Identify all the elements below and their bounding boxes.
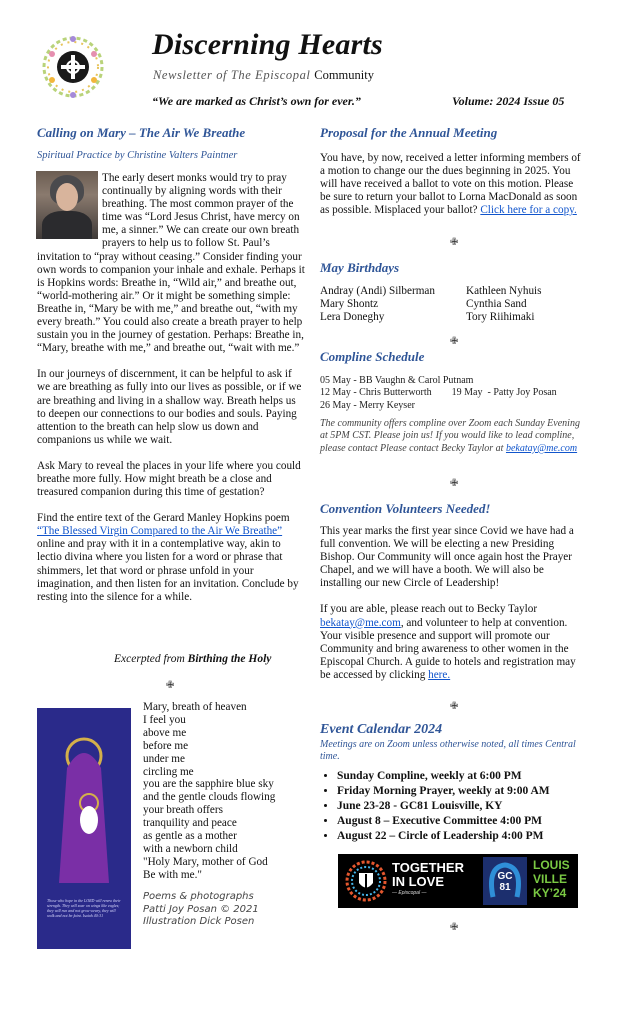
birthdays-heading: May Birthdays: [320, 260, 400, 275]
birthday-name: Lera Doneghy: [320, 311, 385, 324]
volume-issue: Volume: 2024 Issue 05: [452, 94, 565, 108]
ornament-divider: ✙: [450, 336, 459, 347]
paragraph-text: Find the entire text of the Gerard Manley Hopkins poem: [37, 512, 290, 525]
volunteers-body: [320, 525, 582, 695]
banner-episcopal: — Episcopal —: [392, 890, 427, 896]
article-paragraph: Ask Mary to reveal the places in your life where you could breathe more fully. How might breath be a close and treasured companion during this time of gestation?: [37, 459, 301, 499]
compline-email-link[interactable]: bekatay@me.com: [505, 442, 578, 454]
volunteers-paragraph: [320, 603, 582, 682]
volunteers-heading: Convention Volunteers Needed!: [320, 501, 491, 516]
banner-ky24: KY’24: [533, 886, 567, 900]
excerpt-credit: [114, 653, 271, 665]
paragraph-text: If you are able, please reach out to Becky Taylor: [320, 603, 538, 616]
article-byline: Spiritual Practice by Christine Valters Paintner: [37, 150, 238, 161]
event-item: • August 22 – Circle of Leadership 4:00 PM: [337, 829, 617, 844]
birthday-name: Andray (Andi) Silberman: [320, 285, 435, 297]
birthday-name: Cynthia Sand: [466, 298, 527, 311]
newsletter-subtitle: [153, 68, 374, 83]
banner-together: TOGETHER: [392, 860, 464, 875]
ornament-divider: ✙: [450, 478, 459, 489]
birthday-name: Kathleen Nyhuis: [466, 285, 542, 297]
compline-schedule: 05 May - BB Vaughn & Carol Putnam 12 May - Chris Butterworth 19 May - Patty Joy Posan 26 May - Merry Keyser: [320, 375, 557, 411]
paragraph-text: online and pray with it in a contemplative way, akin to lectio divina where you listen for a word or phrase that shimmers, let that word or phrase unfold in your imagination, and then listen for an invitation. Conclude by resting into the silence for a while.: [37, 538, 299, 603]
ballot-copy-link[interactable]: Click here for a copy.: [480, 204, 577, 217]
poem-credit: Poems & photographs Patti Joy Posan © 2021 Illustration Dick Posen: [143, 891, 259, 927]
subtitle-community: Community: [314, 68, 374, 82]
proposal-body: [320, 152, 582, 217]
ornament-divider: ✙: [450, 922, 459, 933]
compline-heading: Compline Schedule: [320, 349, 425, 364]
article-body: [37, 172, 305, 617]
ornament-divider: ✙: [450, 237, 459, 248]
volunteer-email-link[interactable]: bekatay@me.com: [320, 616, 401, 629]
article-heading-mary: Calling on Mary – The Air We Breathe: [37, 125, 246, 140]
paragraph-text: , and volunteer to help at convention. Your visible presence and support will promote our Community and bring awareness to other women in the Episcopal Church. A guide to hotels and registration may be accessed by clicking: [320, 616, 576, 681]
banner-ville: VILLE: [533, 872, 568, 886]
birthdays-table: [320, 285, 542, 324]
gc81-badge: [483, 857, 527, 905]
episcopal-shield-icon: [344, 859, 388, 903]
compline-note: [320, 418, 590, 455]
calendar-heading: Event Calendar 2024: [320, 722, 443, 737]
birthday-name: Mary Shontz: [320, 298, 379, 311]
hopkins-poem-link[interactable]: “The Blessed Virgin Compared to the Air We Breathe”: [37, 525, 283, 538]
compline-note-text: The community offers compline over Zoom each Sunday Evening at 5PM CST. Please join us! If you would like to lead compline, please contact Please contact Becky Taylor at: [320, 418, 580, 454]
gc-number: 81: [499, 882, 511, 893]
birthday-name: Tory Riihimaki: [466, 311, 535, 324]
gc-text: GC: [497, 871, 513, 882]
subtitle-text: Newsletter of The Episcopal: [153, 68, 315, 82]
event-item: • Friday Morning Prayer, weekly at 9:00 AM: [337, 784, 617, 799]
excerpt-book-title: Birthing the Holy: [187, 653, 272, 665]
event-item: • June 23-28 - GC81 Louisville, KY: [337, 799, 617, 814]
gc81-banner: [338, 854, 578, 908]
proposal-heading: Proposal for the Annual Meeting: [320, 125, 498, 140]
poster-verse: Those who hope in the LORD will renew their strength. They will soar on wings like eagles; they will run and not grow weary, they will walk and not be faint. Isaiah 40:31: [47, 898, 121, 918]
banner-in-love: IN LOVE: [392, 874, 445, 889]
event-item: • August 8 – Executive Committee 4:00 PM: [337, 814, 617, 829]
article-paragraph: [37, 512, 305, 604]
event-item: • Sunday Compline, weekly at 6:00 PM: [337, 769, 617, 784]
poem: Mary, breath of heaven I feel you above me before me under me circling me you are the sapphire blue sky and the gentle clouds flowing your breath offers tranquility and peace as gentle as a mother with a newborn child "Holy Mary, mother of God Be with me.": [143, 701, 276, 881]
registration-link[interactable]: here.: [428, 668, 451, 681]
newsletter-title: Discerning Hearts: [152, 28, 383, 61]
mary-illustration: [37, 708, 131, 949]
motto: “We are marked as Christ’s own for ever.”: [152, 94, 361, 108]
excerpt-prefix: Excerpted from: [114, 653, 188, 665]
wreath-logo-icon: [40, 34, 106, 100]
banner-louis: LOUIS: [533, 858, 570, 872]
proposal-text: You have, by now, received a letter informing members of a motion to change our the dues beginning in 2025. You will have received a ballot to vote on this motion. Please be sure to return your ballot to Lorna MacDonald as soon as possible. Misplaced your ballot?: [320, 152, 581, 217]
ornament-divider: ✙: [166, 680, 175, 691]
volunteers-paragraph: This year marks the first year since Covid we have had a full convention. We will be electing a new Presiding Bishop. Our Community will once again host the Prayer Chapel, and we will have a booth. We will also be installing our new Circle of Leadership!: [320, 525, 574, 590]
article-paragraph: In our journeys of discernment, it can be helpful to ask if we are breathing as fully into our lives as possible, or if we are breathing and living in a shallow way. Breath helps us to deepen our connections to our bodies and souls. Paying attention to the breath can help slow us down and companions us while we wait.: [37, 368, 302, 446]
article-paragraph: The early desert monks would try to pray continually by aligning words with their breathing. The most common prayer of the time was “Lord Jesus Christ, have mercy on me, a sinner.” We can create our own breath prayers to help us to follow St. Paul’s invitation to “pray without ceasing.” Consider finding your own words to companion your inhale and exhale. Perhaps it is Hopkins words: Breathe in, “Wild air,” and breathe out, “world-mothering air.” Or it might be something simple: Breathe in, “Mary be with me,” and breathe out, “with my every breath.” You could also create a breath prayer to help sustain you in the journey of gestation. Perhaps: Breathe in, “Mary, breathe with me,” and breathe out, “wait with me.”: [37, 172, 305, 355]
event-list: [320, 769, 617, 844]
ornament-divider: ✙: [450, 701, 459, 712]
calendar-note: Meetings are on Zoom unless otherwise noted, all times Central time.: [320, 739, 576, 762]
